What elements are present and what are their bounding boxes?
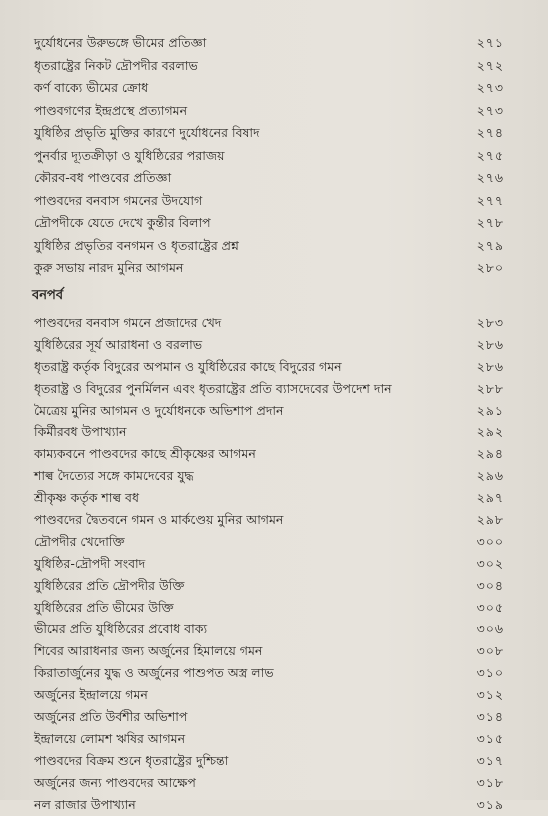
entry-page-number: ২৯৮ bbox=[476, 512, 504, 528]
contents-entry bbox=[0, 421, 548, 443]
entry-title: কিরাতার্জুনের যুদ্ধ ও অর্জুনের পাশুপত অস্ত্র লাভ bbox=[34, 665, 274, 681]
entry-title: পাণ্ডবদের বনবাস গমনের উদযোগ bbox=[34, 192, 203, 208]
entry-title: পাণ্ডবদের বনবাস গমনে প্রজাদের খেদ bbox=[34, 315, 222, 330]
contents-entry bbox=[0, 32, 548, 55]
entry-page-number: ২৭১ bbox=[476, 35, 504, 50]
contents-entry bbox=[0, 728, 548, 750]
entry-title: পাণ্ডবদের দ্বৈতবনে গমন ও মার্কণ্ডেয় মুনির আগমন bbox=[34, 512, 284, 528]
entry-title: যুধিষ্ঠিরের প্রতি ভীমের উক্তি bbox=[34, 599, 174, 615]
entry-title: ভীমের প্রতি যুধিষ্ঠিরের প্রবোধ বাক্য bbox=[34, 621, 208, 637]
entry-title: যুধিষ্ঠির-দ্রৌপদী সংবাদ bbox=[34, 555, 146, 571]
entry-page-number: ৩০০ bbox=[476, 533, 504, 549]
entry-title: পুনর্বার দ্যূতক্রীড়া ও যুধিষ্ঠিরের পরাজয় bbox=[34, 147, 225, 163]
contents-entry bbox=[0, 794, 548, 816]
entry-page-number: ২৭৮ bbox=[476, 215, 504, 230]
entry-page-number: ২৮০ bbox=[476, 260, 504, 275]
entry-page-number: ৩০৫ bbox=[476, 599, 504, 615]
contents-entry bbox=[0, 122, 548, 145]
entry-title: কুরু সভায় নারদ মুনির আগমন bbox=[34, 260, 184, 275]
contents-entry bbox=[0, 190, 548, 213]
contents-entry bbox=[0, 443, 548, 465]
entry-title: ইন্দ্রালয়ে লোমশ ঋষির আগমন bbox=[34, 730, 186, 746]
entry-page-number: ২৯২ bbox=[476, 424, 504, 440]
entry-page-number: ২৭৫ bbox=[476, 147, 504, 163]
contents-entry bbox=[0, 553, 548, 575]
contents-entry bbox=[0, 750, 548, 772]
entry-page-number: ৩০৬ bbox=[476, 621, 504, 637]
entry-page-number: ২৮৮ bbox=[476, 380, 504, 396]
entry-page-number: ৩০২ bbox=[476, 555, 504, 571]
entry-page-number: ২৮৬ bbox=[476, 358, 504, 374]
entry-page-number: ৩০৮ bbox=[476, 643, 504, 659]
entry-page-number: ২৭৪ bbox=[476, 125, 504, 140]
contents-entry bbox=[0, 706, 548, 728]
contents-entry bbox=[0, 597, 548, 619]
entry-page-number: ৩১৭ bbox=[476, 752, 504, 768]
contents-entry bbox=[0, 575, 548, 597]
entry-page-number: ২৭৬ bbox=[476, 170, 504, 185]
entry-title: দ্রৌপদীর খেদোক্তি bbox=[34, 533, 125, 549]
contents-entry bbox=[0, 312, 548, 334]
entry-page-number: ২৯৭ bbox=[476, 490, 504, 506]
contents-list-part2 bbox=[0, 312, 548, 815]
contents-entry bbox=[0, 531, 548, 553]
entry-title: যুধিষ্ঠির প্রভৃতি মুক্তির কারণে দুর্যোধনের বিষাদ bbox=[34, 125, 260, 140]
contents-entry bbox=[0, 684, 548, 706]
contents-entry bbox=[0, 212, 548, 235]
entry-title: দ্রৌপদীকে যেতে দেখে কুন্তীর বিলাপ bbox=[34, 215, 211, 230]
entry-title: যুধিষ্ঠিরের সূর্য আরাধনা ও বরলাভ bbox=[34, 336, 203, 352]
entry-title: যুধিষ্ঠির প্রভৃতির বনগমন ও ধৃতরাষ্ট্রের প্রশ্ন bbox=[34, 237, 239, 253]
entry-title: কির্মীরবধ উপাখ্যান bbox=[34, 424, 127, 440]
entry-page-number: ৩১৫ bbox=[476, 730, 504, 746]
entry-page-number: ৩১৪ bbox=[476, 709, 504, 725]
entry-page-number: ৩১০ bbox=[476, 665, 504, 681]
contents-entry bbox=[0, 100, 548, 123]
contents-entry bbox=[0, 640, 548, 662]
entry-title: নল রাজার উপাখ্যান bbox=[34, 796, 136, 812]
contents-entry bbox=[0, 77, 548, 100]
entry-title: শিবের আরাধনার জন্য অর্জুনের হিমালয়ে গমন bbox=[34, 643, 263, 659]
contents-entry bbox=[0, 356, 548, 378]
entry-title: শাল্ব দৈত্যের সঙ্গে কামদেবের যুদ্ধ bbox=[34, 468, 194, 484]
entry-title: কাম্যকবনে পাণ্ডবদের কাছে শ্রীকৃষ্ণের আগমন bbox=[34, 446, 256, 462]
contents-entry bbox=[0, 772, 548, 794]
entry-title: দুর্যোধনের উরুভঙ্গে ভীমের প্রতিজ্ঞা bbox=[34, 35, 207, 50]
entry-title: ধৃতরাষ্ট্রের নিকট দ্রৌপদীর বরলাভ bbox=[34, 57, 198, 73]
entry-title: যুধিষ্ঠিরের প্রতি দ্রৌপদীর উক্তি bbox=[34, 577, 185, 593]
entry-title: অর্জুনের প্রতি উর্বশীর অভিশাপ bbox=[34, 709, 188, 725]
contents-entry bbox=[0, 145, 548, 168]
entry-page-number: ২৮৬ bbox=[476, 336, 504, 352]
entry-title: শ্রীকৃষ্ণ কর্তৃক শাল্ব বধ bbox=[34, 490, 139, 506]
entry-page-number: ৩১৯ bbox=[476, 796, 504, 812]
contents-entry bbox=[0, 235, 548, 258]
entry-title: অর্জুনের জন্য পাণ্ডবদের আক্ষেপ bbox=[34, 774, 196, 790]
entry-title: পাণ্ডবগণের ইন্দ্রপ্রস্থে প্রত্যাগমন bbox=[34, 102, 188, 118]
entry-page-number: ২৭৭ bbox=[476, 192, 504, 208]
contents-entry bbox=[0, 400, 548, 422]
contents-entry bbox=[0, 509, 548, 531]
entry-page-number: ২৭৯ bbox=[476, 237, 504, 253]
entry-title: মৈত্রেয় মুনির আগমন ও দুর্যোধনকে অভিশাপ প্রদান bbox=[34, 402, 284, 418]
contents-entry bbox=[0, 662, 548, 684]
entry-title: কৌরব-বধ পাণ্ডবের প্রতিজ্ঞা bbox=[34, 170, 172, 185]
entry-page-number: ৩১৮ bbox=[476, 774, 504, 790]
entry-page-number: ২৭২ bbox=[476, 57, 504, 73]
contents-entry bbox=[0, 465, 548, 487]
entry-page-number: ২৭৩ bbox=[476, 102, 504, 118]
contents-entry bbox=[0, 334, 548, 356]
entry-page-number: ২৮৩ bbox=[476, 315, 504, 330]
entry-page-number: ২৯১ bbox=[476, 402, 504, 418]
entry-title: ধৃতরাষ্ট্র ও বিদুরের পুনর্মিলন এবং ধৃতরাষ্ট্রের প্রতি ব্যাসদেবের উপদেশ দান bbox=[34, 380, 392, 396]
entry-title: কর্ণ বাক্যে ভীমের ক্রোধ bbox=[34, 80, 149, 95]
contents-entry bbox=[0, 618, 548, 640]
contents-entry bbox=[0, 257, 548, 280]
entry-title: অর্জুনের ইন্দ্রালয়ে গমন bbox=[34, 687, 148, 703]
entry-page-number: ২৯৪ bbox=[476, 446, 504, 462]
entry-page-number: ২৯৬ bbox=[476, 468, 504, 484]
entry-page-number: ৩১২ bbox=[476, 687, 504, 703]
entry-page-number: ২৭৩ bbox=[476, 80, 504, 95]
entry-page-number: ৩০৪ bbox=[476, 577, 504, 593]
contents-list-part1 bbox=[0, 32, 548, 280]
entry-title: পাণ্ডবদের বিক্রম শুনে ধৃতরাষ্ট্রের দুশ্চিন্তা bbox=[34, 752, 229, 768]
entry-title: ধৃতরাষ্ট্র কর্তৃক বিদুরের অপমান ও যুধিষ্ঠিরের কাছে বিদুরের গমন bbox=[34, 358, 342, 374]
contents-entry bbox=[0, 487, 548, 509]
section-heading: বনপর্ব bbox=[32, 288, 64, 303]
contents-entry bbox=[0, 55, 548, 78]
contents-entry bbox=[0, 167, 548, 190]
contents-entry bbox=[0, 378, 548, 400]
